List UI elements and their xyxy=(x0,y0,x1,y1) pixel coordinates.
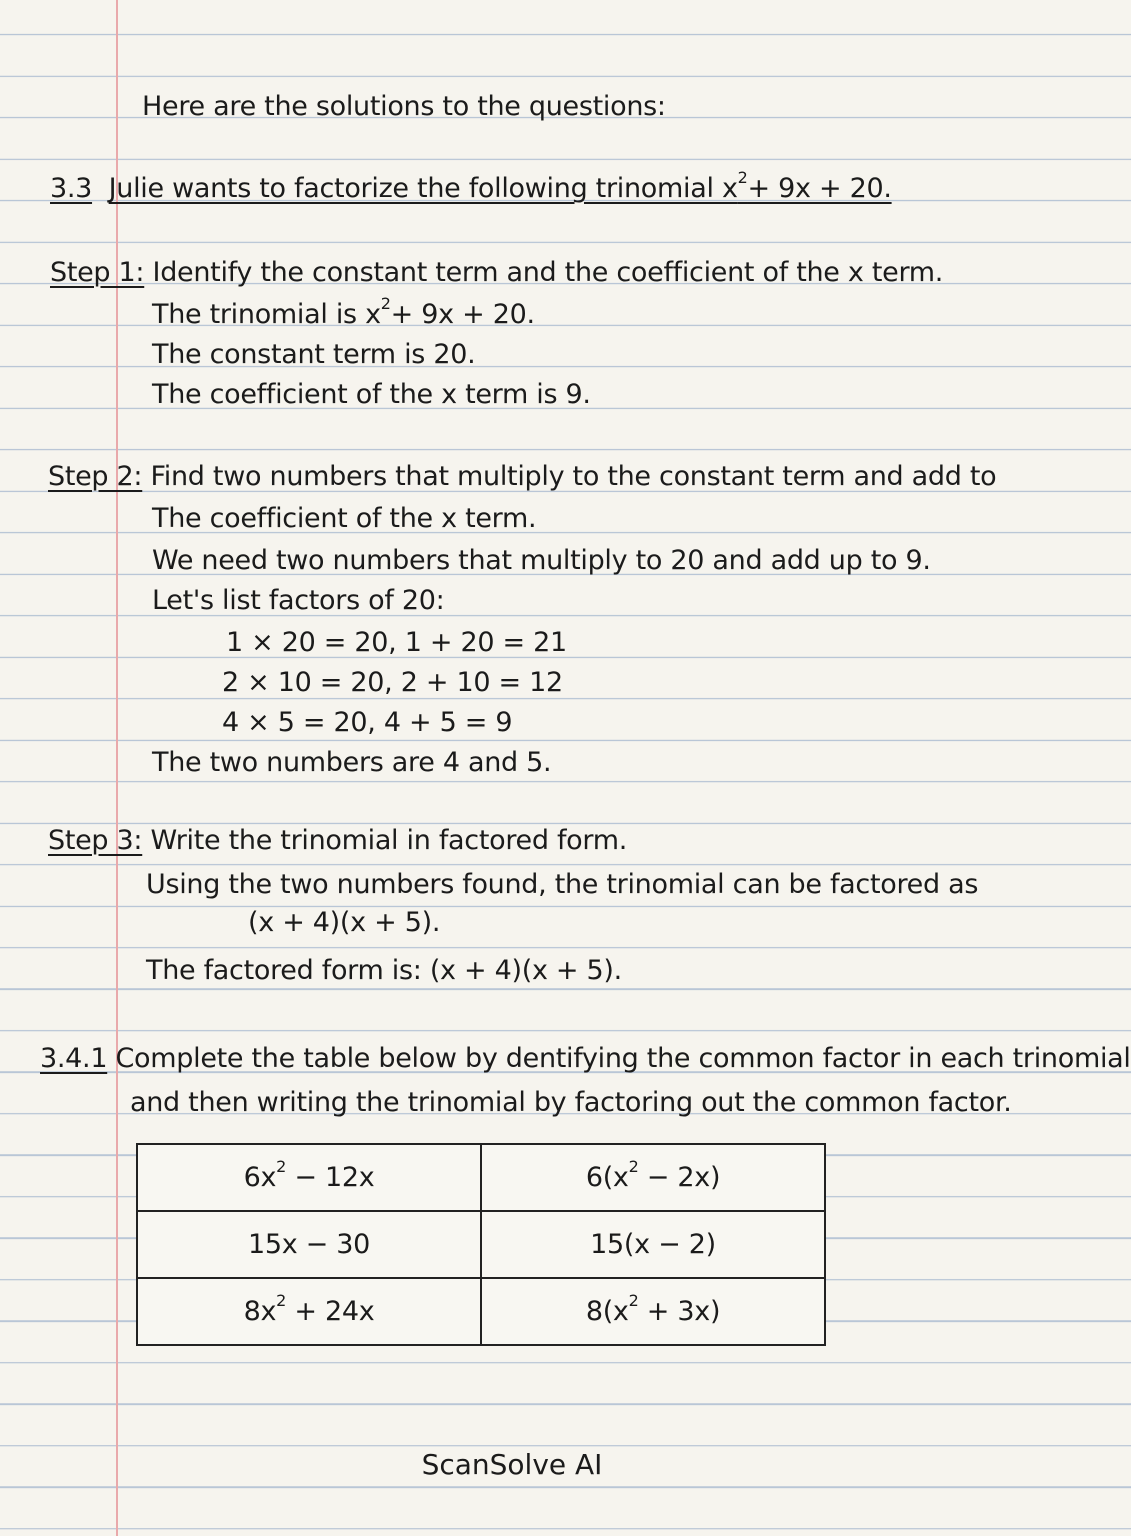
step2-heading: Step 2: Find two numbers that multiply to the constant term and add to xyxy=(48,461,997,492)
trinomial-cell: $8x^2 + 24x$ xyxy=(137,1278,481,1345)
table-row xyxy=(137,1278,825,1345)
trinomial-cell: 15x − 30 xyxy=(137,1211,481,1278)
step-label: Step 1: xyxy=(50,257,145,288)
footer-brand: ScanSolve AI xyxy=(421,1448,603,1481)
step3-line3: The factored form is: (x + 4)(x + 5). xyxy=(146,955,622,986)
step1-line2: The constant term is 20. xyxy=(152,339,476,370)
factor-pair: 4 × 5 = 20, 4 + 5 = 9 xyxy=(222,707,513,738)
factor-pair: 2 × 10 = 20, 2 + 10 = 12 xyxy=(222,667,563,698)
step1-line1: The trinomial is $x^2+ 9x + 20$. xyxy=(152,294,535,330)
table-row xyxy=(137,1144,825,1211)
trinomial-cell: $6x^2 - 12x$ xyxy=(137,1144,481,1211)
question-3-4-1-cont: and then writing the trinomial by factoring out the common factor. xyxy=(130,1087,1012,1118)
question-number: 3.3 xyxy=(50,173,93,204)
step2-line2: Let's list factors of 20: xyxy=(152,585,445,616)
step1-line3: The coefficient of the x term is 9. xyxy=(152,379,591,410)
step2-line1: We need two numbers that multiply to 20 and add up to 9. xyxy=(152,545,931,576)
intro-text: Here are the solutions to the questions: xyxy=(142,91,666,122)
margin-line xyxy=(116,0,118,1536)
step2-heading-cont: The coefficient of the x term. xyxy=(152,503,537,534)
step-label: Step 3: xyxy=(48,825,143,856)
step1-heading: Step 1: Identify the constant term and the coefficient of the x term. xyxy=(50,257,944,288)
question-3-4-1: 3.4.1 Complete the table below by dentifying the common factor in each trinomial xyxy=(40,1043,1131,1074)
step3-heading: Step 3: Write the trinomial in factored form. xyxy=(48,825,628,856)
factor-table xyxy=(136,1143,826,1346)
step3-line2: (x + 4)(x + 5). xyxy=(248,907,441,938)
factored-cell: 15(x − 2) xyxy=(481,1211,825,1278)
question-3-3 xyxy=(50,168,892,206)
factored-cell: $6(x^2 - 2x)$ xyxy=(481,1144,825,1211)
step3-line1: Using the two numbers found, the trinomial can be factored as xyxy=(146,869,979,900)
question-text: Julie wants to factorize the following trinomial $x^2+ 9x + 20$. xyxy=(108,168,892,204)
table-row xyxy=(137,1211,825,1278)
factor-pair: 1 × 20 = 20, 1 + 20 = 21 xyxy=(226,627,567,658)
factored-cell: $8(x^2 + 3x)$ xyxy=(481,1278,825,1345)
step2-conclusion: The two numbers are 4 and 5. xyxy=(152,747,552,778)
step-label: Step 2: xyxy=(48,461,143,492)
question-number: 3.4.1 xyxy=(40,1043,108,1074)
